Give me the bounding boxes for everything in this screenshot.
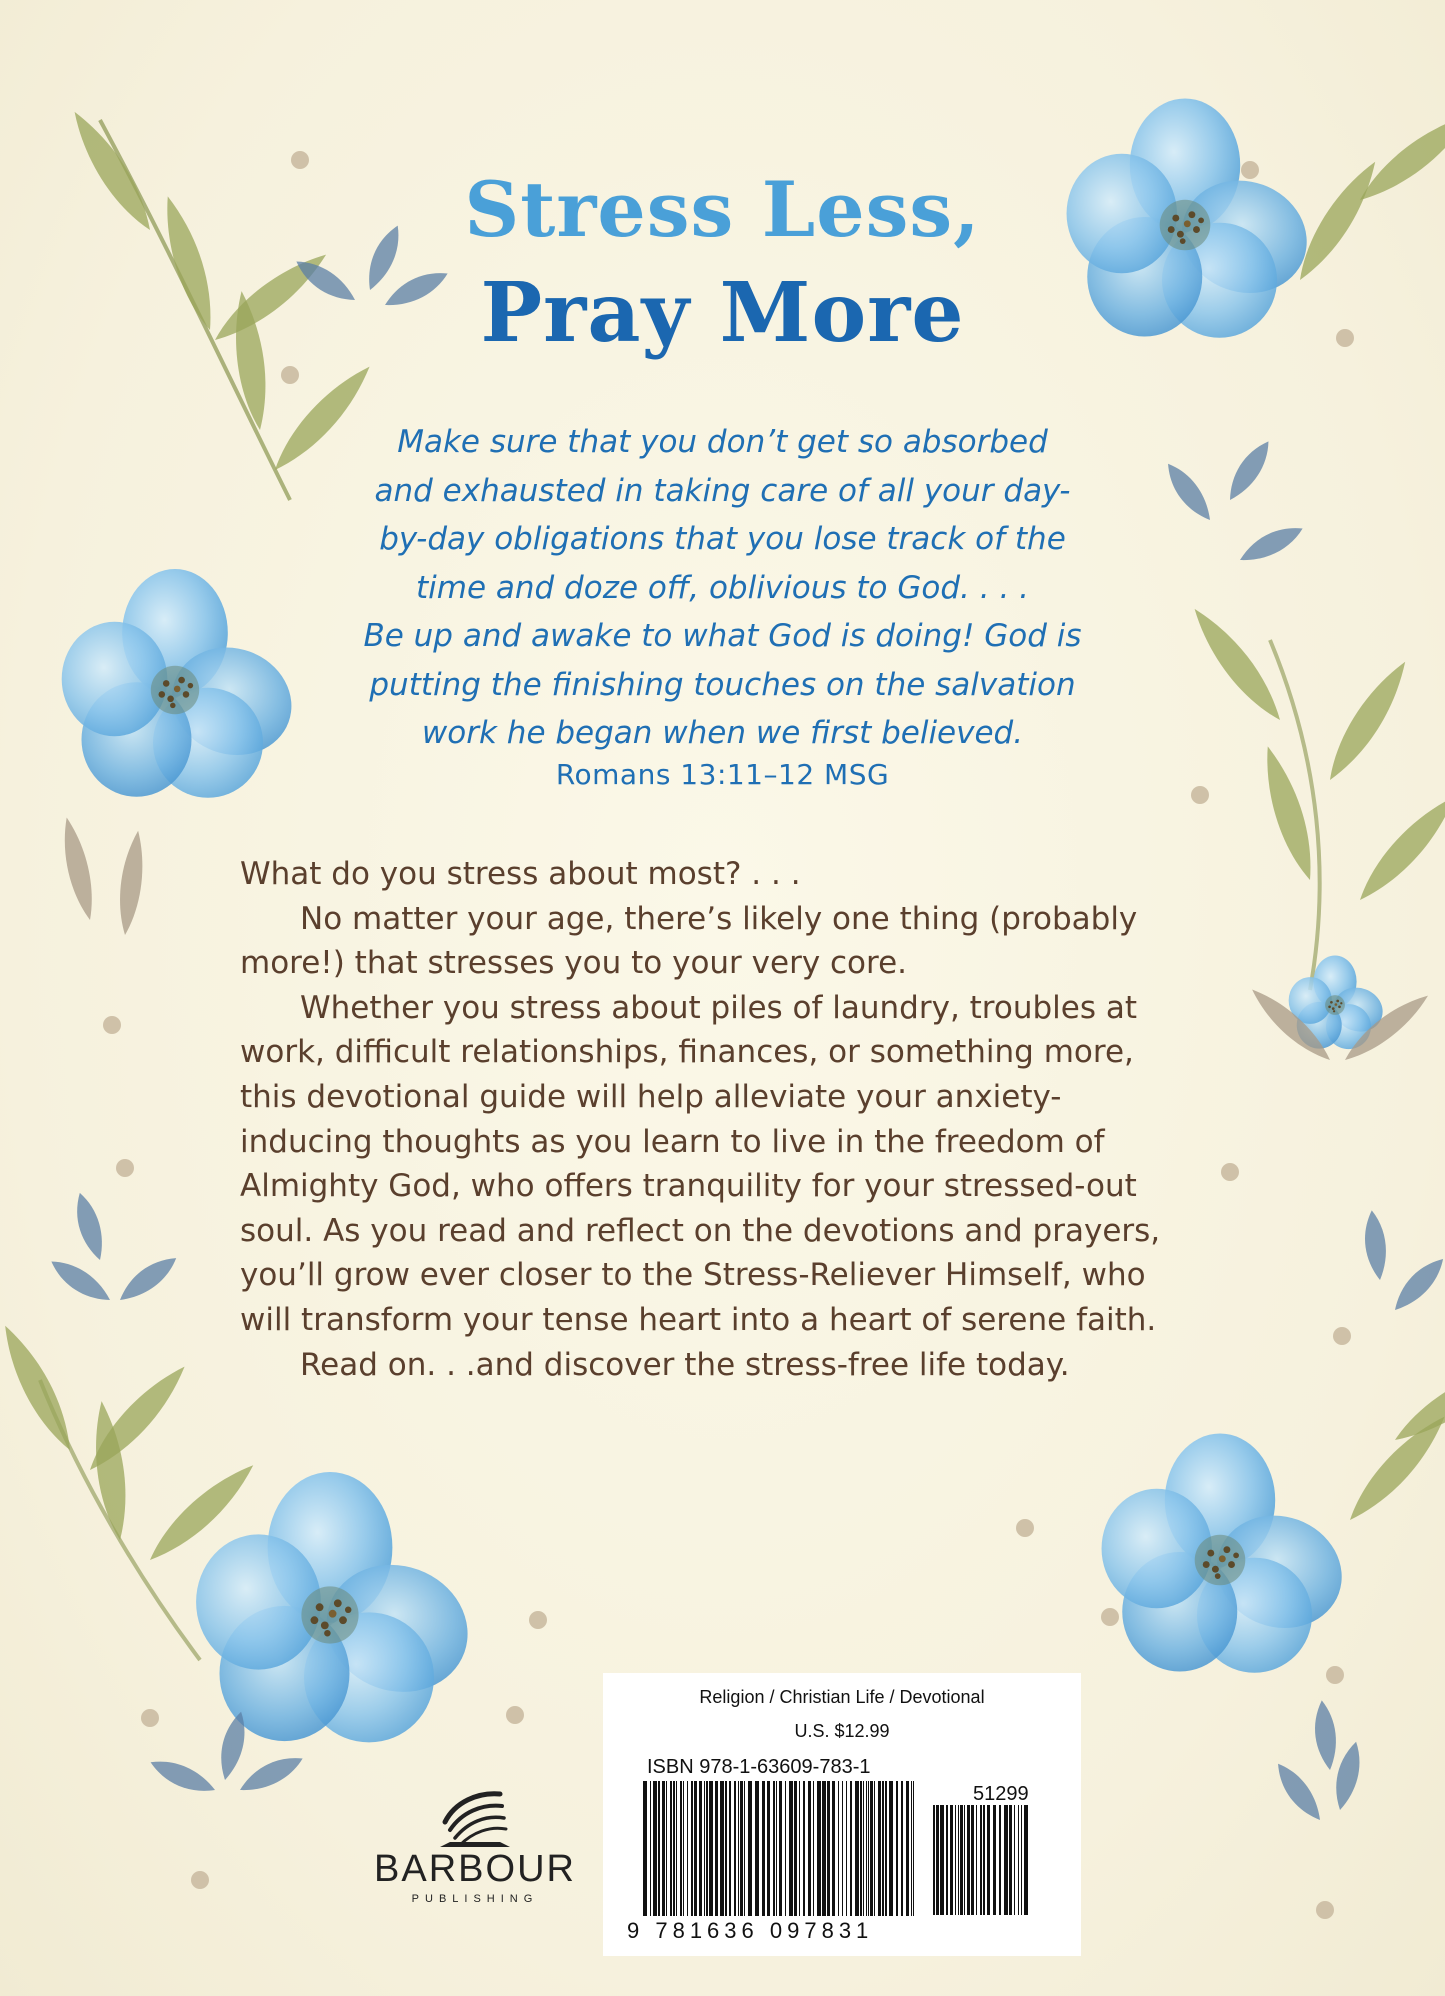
description-line: will transform your tense heart into a heart of serene faith. [240, 1301, 1157, 1338]
description-line: Read on. . .and discover the stress-free life today. [300, 1346, 1070, 1383]
publisher-name: BARBOUR [374, 1848, 576, 1890]
description-line: inducing thoughts as you learn to live in the freedom of [240, 1123, 1105, 1160]
book-description [240, 852, 1220, 1387]
isbn: ISBN 978-1-63609-783-1 [647, 1756, 871, 1778]
description-line: this devotional guide will help alleviate your anxiety- [240, 1078, 1062, 1115]
publisher-subtitle: PUBLISHING [411, 1893, 539, 1905]
ean-digits: 9 781636 097831 [627, 1918, 874, 1943]
description-line: more!) that stresses you to your very core. [240, 945, 908, 982]
quote-line: putting the finishing touches on the salvation [369, 666, 1076, 703]
description-line: Almighty God, who offers tranquility for your stressed-out [240, 1168, 1137, 1205]
description-line: work, difficult relationships, finances, or something more, [240, 1034, 1134, 1071]
description-line: soul. As you read and reflect on the devotions and prayers, [240, 1212, 1161, 1249]
quote-line: by-day obligations that you lose track of the [379, 521, 1066, 557]
description-line: What do you stress about most? . . . [240, 856, 801, 892]
price-code: 51299 [973, 1783, 1029, 1805]
quote-line: work he began when we first believed. [421, 715, 1024, 751]
barcode-label [603, 1673, 1081, 1956]
bisac-category: Religion / Christian Life / Devotional [699, 1687, 985, 1707]
quote-line: Make sure that you don’t get so absorbed [397, 424, 1048, 460]
ean-barcode-icon [643, 1781, 918, 1916]
scripture-citation: Romans 13:11–12 MSG [555, 758, 890, 791]
description-line: you’ll grow ever closer to the Stress-Reliever Himself, who [240, 1257, 1146, 1294]
scripture-quote [300, 418, 1145, 758]
description-line: Whether you stress about piles of laundry, troubles at [300, 989, 1137, 1026]
title-line-1: Stress Less, [464, 165, 981, 254]
quote-line: and exhausted in taking care of all your day- [374, 472, 1071, 509]
description-line: No matter your age, there’s likely one thing (probably [300, 900, 1138, 937]
quote-line: Be up and awake to what God is doing! God is [363, 618, 1082, 654]
price-barcode-icon [933, 1805, 1033, 1915]
quote-line: time and doze off, oblivious to God. . . . [415, 569, 1030, 606]
title-line-2: Pray More [480, 265, 965, 361]
price: U.S. $12.99 [794, 1721, 890, 1741]
